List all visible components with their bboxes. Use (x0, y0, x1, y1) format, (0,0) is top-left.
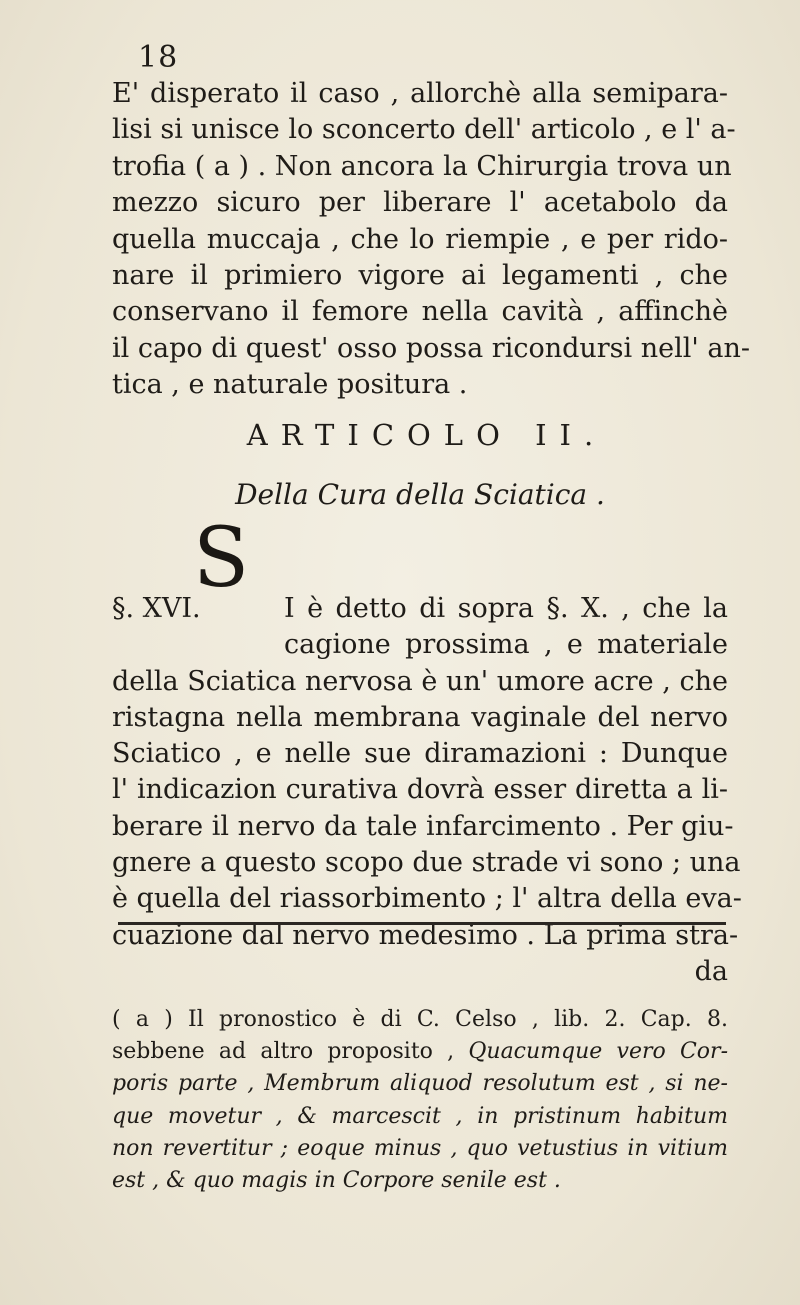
text-line: trofia ( a ) . Non ancora la Chirurgia trova un (112, 150, 732, 182)
page-number: 18 (138, 40, 179, 75)
text-line: conservano il femore nella cavità , affinchè (112, 296, 728, 328)
text-line: nare il primiero vigore ai legamenti , che (112, 259, 728, 291)
intro-paragraph (112, 76, 751, 404)
first-line-rest: I è detto di sopra §. X. , che la (284, 593, 728, 624)
footnote-line: ( a ) Il pronostico è di C. Celso , lib. 2. Cap. 8. (112, 1007, 728, 1032)
text-line: mezzo sicuro per liberare l' acetabolo da (112, 187, 728, 219)
footnote-divider (118, 922, 726, 925)
paragraph-number: §. XVI. (112, 593, 201, 624)
text-line-second (112, 627, 728, 663)
footnote-line: poris parte , Membrum aliquod resolutum est , si ne- (112, 1071, 728, 1097)
footnote-line-mixed (112, 1036, 728, 1068)
section-subtitle: Della Cura della Sciatica . (235, 478, 605, 511)
text-line: tica , e naturale positura . (112, 369, 468, 401)
text-line-first (112, 591, 728, 627)
footnote-line: est , & quo magis in Corpore senile est . (112, 1167, 561, 1193)
text-line: il capo di quest' osso possa ricondursi nell' an- (112, 332, 751, 364)
text-line: quella muccaja , che lo riempie , e per rido- (112, 223, 728, 255)
text-line: l' indicazion curativa dovrà esser diretta a li- (112, 774, 728, 806)
text-line: ristagna nella membrana vaginale del nervo (112, 701, 728, 733)
second-line-rest: cagione prossima , e materiale (284, 629, 728, 661)
footnote-line: que movetur , & marcescit , in pristinum habitum (112, 1103, 728, 1129)
footnote-plain-part: sebbene ad altro proposito , (112, 1039, 469, 1065)
section-title: ARTICOLO II. (246, 418, 607, 452)
text-line: cuazione dal nervo medesimo . La prima stra- (112, 919, 739, 951)
section-paragraph (112, 591, 742, 990)
text-line: è quella del riassorbimento ; l' altra della eva- (112, 883, 742, 915)
footnote-line: non revertitur ; eoque minus , quo vetustius in vitium (112, 1135, 728, 1161)
text-line: gnere a questo scopo due strade vi sono ; una (112, 847, 741, 879)
text-line: Sciatico , e nelle sue diramazioni : Dunque (112, 738, 728, 770)
catchword: da (694, 955, 728, 987)
text-line: berare il nervo da tale infarcimento . Per giu- (112, 810, 734, 842)
footnote-italic-part: Quacumque vero Cor- (468, 1039, 728, 1065)
text-line: lisi si unisce lo sconcerto dell' articolo , e l' a- (112, 114, 736, 146)
text-line: della Sciatica nervosa è un' umore acre , che (112, 665, 728, 697)
text-line: E' disperato il caso , allorchè alla semipara- (112, 78, 728, 109)
footnote (112, 1004, 728, 1197)
drop-cap: S (193, 511, 250, 606)
